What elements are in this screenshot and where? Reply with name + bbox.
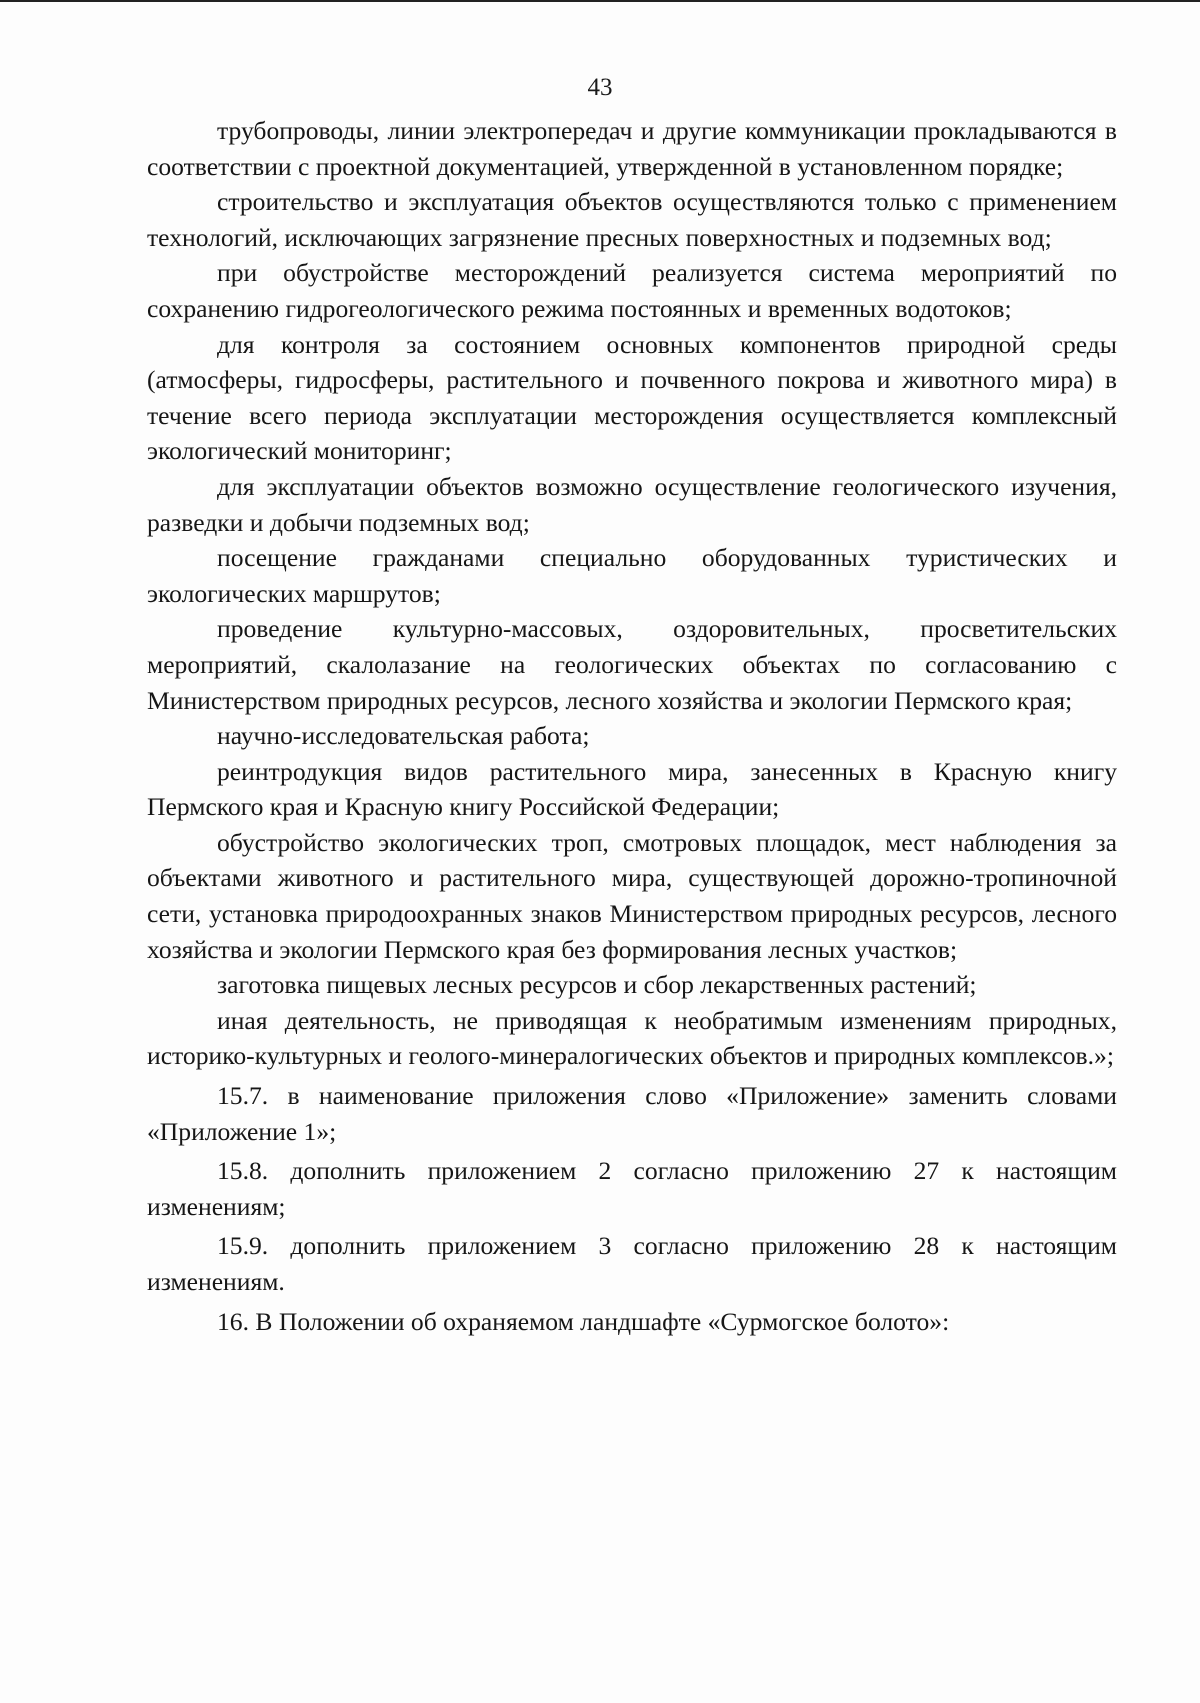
- paragraph-15-9: 15.9. дополнить приложением 3 согласно приложению 28 к настоящим изменениям.: [147, 1231, 1117, 1296]
- paragraph-tourism: посещение гражданами специально оборудованных туристических и экологических маршрутов;: [147, 543, 1117, 608]
- paragraph-construction: строительство и эксплуатация объектов осуществляются только с применением технологий, исключающих загрязнение пресных поверхностных и подземных вод;: [147, 187, 1117, 252]
- paragraph-trails: обустройство экологических троп, смотровых площадок, мест наблюдения за объектами животного и растительного мира, существующей дорожно-тропиночной сети, установка природоохранных знаков Министерством природных ресурсов, лесного хозяйства и экологии Пермского края без формирования лесных участков;: [147, 827, 1117, 964]
- paragraph-reintroduction: реинтродукция видов растительного мира, занесенных в Красную книгу Пермского края и Красную книгу Российской Федерации;: [147, 756, 1117, 822]
- paragraph-other-activity: иная деятельность, не приводящая к необратимым изменениям природных, историко-культурных и геолого-минералогических объектов и природных комплексов.»;: [147, 1005, 1117, 1071]
- paragraph-15-8: 15.8. дополнить приложением 2 согласно приложению 27 к настоящим изменениям;: [147, 1156, 1117, 1221]
- paragraph-hydrogeology: при обустройстве месторождений реализуется система мероприятий по сохранению гидрогеологического режима постоянных и временных водотоков;: [147, 258, 1117, 323]
- document-body: [147, 113, 1117, 1339]
- paragraph-16: 16. В Положении об охраняемом ландшафте «Сурмогское болото»:: [217, 1306, 950, 1336]
- paragraph-15-7: 15.7. в наименование приложения слово «Приложение» заменить словами «Приложение 1»;: [147, 1081, 1117, 1146]
- paragraph-events: проведение культурно-массовых, оздоровительных, просветительских мероприятий, скалолазание на геологических объектах по согласованию с Министерством природных ресурсов, лесного хозяйства и экологии Пермского края;: [147, 614, 1117, 715]
- paragraph-research: научно-исследовательская работа;: [217, 721, 590, 751]
- paragraph-monitoring: для контроля за состоянием основных компонентов природной среды (атмосферы, гидросферы, растительного и почвенного покрова и животного мира) в течение всего периода эксплуатации месторождения осуществляется комплексный экологический мониторинг;: [147, 329, 1117, 466]
- paragraph-groundwater: для эксплуатации объектов возможно осуществление геологического изучения, разведки и добычи подземных вод;: [147, 471, 1117, 537]
- paragraph-harvesting: заготовка пищевых лесных ресурсов и сбор лекарственных растений;: [217, 970, 977, 1000]
- paragraph-pipelines: трубопроводы, линии электропередач и другие коммуникации прокладываются в соответствии с проектной документацией, утвержденной в установленном порядке;: [147, 116, 1117, 181]
- page-number: 43: [587, 74, 613, 101]
